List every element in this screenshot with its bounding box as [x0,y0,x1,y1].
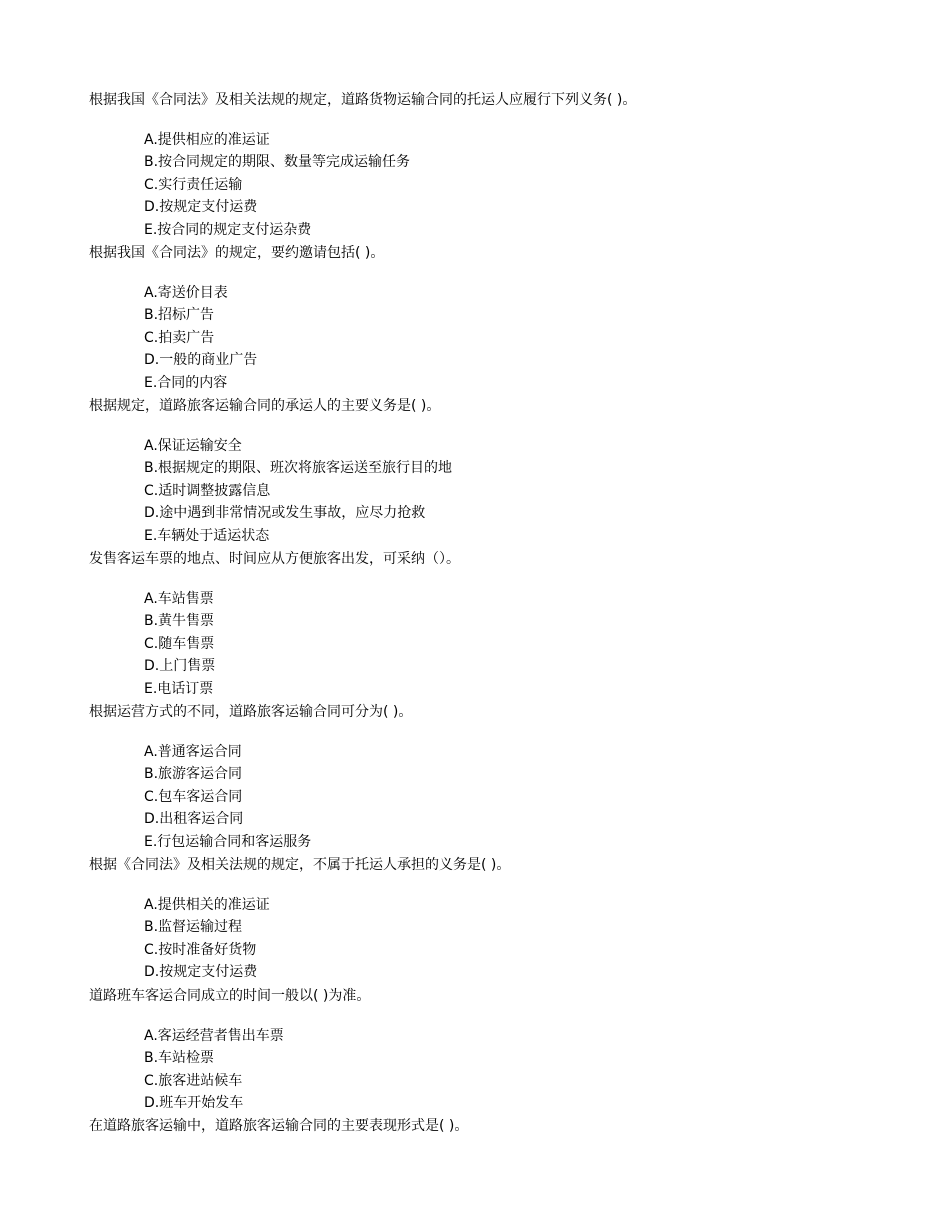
question-3-options [144,435,452,547]
option-b: B.车站检票 [144,1050,215,1067]
option-a: A.普通客运合同 [144,744,242,760]
option-b: B.按合同规定的期限、数量等完成运输任务 [144,154,411,171]
question-1-options [144,129,410,241]
option-d: D.途中遇到非常情况或发生事故，应尽力抢救 [144,505,426,522]
question-6-text: 根据《合同法》及相关法规的规定，不属于托运人承担的义务是( )。 [89,857,511,873]
option-e: E.按合同的规定支付运杂费 [144,221,312,238]
question-7-text: 道路班车客运合同成立的时间一般以( )为准。 [89,988,371,1004]
option-c: C.旅客进站候车 [144,1072,243,1089]
option-e: E.车辆处于适运状态 [144,527,270,544]
question-4-options [144,588,215,700]
option-e: E.电话订票 [144,680,214,697]
option-b: B.监督运输过程 [144,919,243,936]
option-d: D.上门售票 [144,658,216,675]
question-6-options [144,894,270,984]
option-c: C.包车客运合同 [144,788,243,805]
option-d: D.班车开始发车 [144,1095,244,1112]
option-c: C.按时准备好货物 [144,941,257,958]
option-d: D.按规定支付运费 [144,964,258,981]
question-2-text: 根据我国《合同法》的规定，要约邀请包括( )。 [89,245,385,261]
question-8-text: 在道路旅客运输中，道路旅客运输合同的主要表现形式是( )。 [89,1118,469,1134]
option-b: B.旅游客运合同 [144,766,243,783]
option-a: A.提供相应的准运证 [144,132,270,148]
option-a: A.提供相关的准运证 [144,897,270,913]
option-a: A.客运经营者售出车票 [144,1028,284,1044]
option-e: E.行包运输合同和客运服务 [144,833,312,850]
option-b: B.根据规定的期限、班次将旅客运送至旅行目的地 [144,460,453,477]
question-2-options [144,282,257,394]
question-4-text: 发售客运车票的地点、时间应从方便旅客出发，可采纳（）。 [89,551,460,567]
question-7-options [144,1025,284,1115]
option-a: A.寄送价目表 [144,285,228,301]
option-a: A.车站售票 [144,591,214,607]
option-d: D.出租客运合同 [144,811,244,828]
option-d: D.一般的商业广告 [144,352,258,369]
option-c: C.拍卖广告 [144,329,215,346]
option-b: B.招标广告 [144,307,215,324]
option-a: A.保证运输安全 [144,438,242,454]
option-e: E.合同的内容 [144,374,228,391]
question-5-text: 根据运营方式的不同，道路旅客运输合同可分为( )。 [89,704,413,720]
option-b: B.黄牛售票 [144,613,215,630]
option-c: C.随车售票 [144,635,215,652]
question-5-options [144,741,311,853]
option-d: D.按规定支付运费 [144,199,258,216]
question-3-text: 根据规定，道路旅客运输合同的承运人的主要义务是( )。 [89,398,441,414]
option-c: C.实行责任运输 [144,176,243,193]
question-1-text: 根据我国《合同法》及相关法规的规定，道路货物运输合同的托运人应履行下列义务( )。 [89,92,637,108]
option-c: C.适时调整披露信息 [144,482,271,499]
